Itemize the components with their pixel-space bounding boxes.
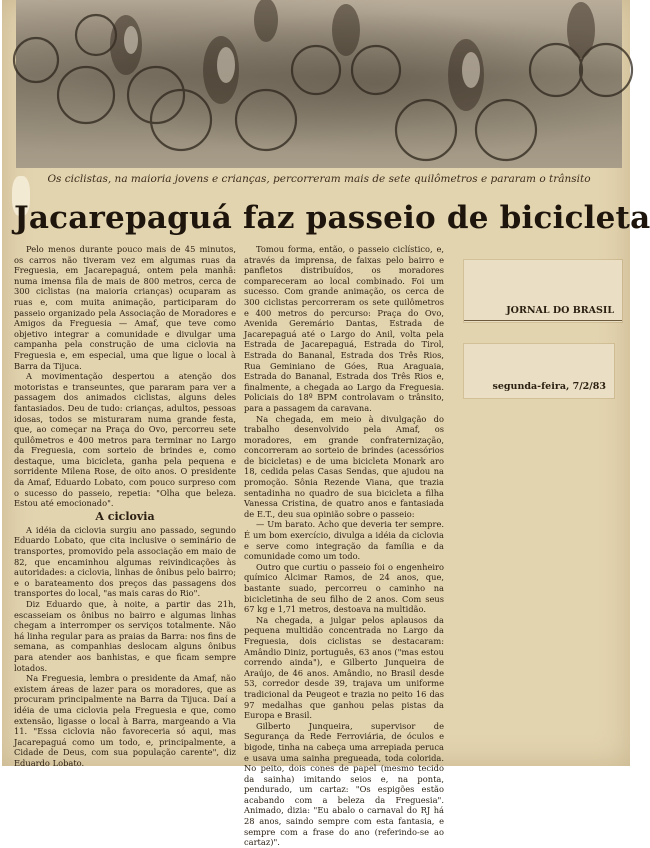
- paragraph: Gilberto Junqueira, supervisor de Segurança da Rede Ferroviária, de óculos e bigode, tinha na cabeça uma arrepiada peruca e usava uma sainha pregueada, toda colorida. No peito, dois cones de papel (mesmo tecido da sainha) imitando seios e, na ponta, pendurado, um cartaz: "Os espigões estão acabando com a beleza da Freguesia". Animado, dizia: "Eu abalo o carnaval do RJ há 28 anos, saindo sempre com esta fantasia, e sempre com a frase do ano (referindo-se ao cartaz)".: [244, 720, 444, 848]
- source-rule: [464, 320, 622, 321]
- paragraph: Tomou forma, então, o passeio ciclístico, e, através da imprensa, de faixas pelo bairro e panfletos distribuídos, os moradores compareceram ao local combinado. Foi um sucesso. Com grande animação, os cerca de 300 ciclistas percorreram os sete quilômetros e 400 metros do percurso: Praça do Ovo, Avenida Geremário Dantas, Estrada de Jacarepaguá até o Largo do Anil, volta pela Estrada de Jacarepaguá, Estrada do Tirol, Estrada do Bananal, Estrada dos Três Rios, Rua Geminiano de Góes, Rua Araguaia, Estrada do Bananal, Estrada dos Três Rios e, finalmente, a chegada ao Largo da Freguesia. Policiais do 18º BPM controlavam o trânsito, para a passagem da caravana.: [244, 244, 444, 413]
- cyclists-photo: [16, 0, 622, 168]
- paragraph: — Um barato. Acho que deveria ter sempre. É um bom exercício, divulga a idéia da ciclovia e serve como integração da família e da comunidade como um todo.: [244, 519, 444, 562]
- newspaper-clipping: [2, 0, 650, 848]
- paragraph: Outro que curtiu o passeio foi o engenheiro químico Alcimar Ramos, de 24 anos, que, bastante suado, percorreu o caminho na bicicletinha de seu filho de 2 anos. Com seus 67 kg e 1,71 metros, destoava na multidão.: [244, 561, 444, 615]
- source-label-box: [464, 260, 622, 322]
- article-column-2: [244, 244, 444, 848]
- article-column-1: [14, 244, 236, 769]
- headline: Jacarepaguá faz passeio de bicicleta: [14, 200, 650, 236]
- cyclists-illustration: [16, 0, 622, 168]
- date-label: segunda-feira, 7/2/83: [492, 381, 606, 392]
- photo-caption: Os ciclistas, na maioria jovens e crianças, percorreram mais de sete quilômetros e pararam o trânsito: [47, 173, 591, 185]
- paragraph: Na Freguesia, lembra o presidente da Amaf, não existem áreas de lazer para os moradores, que as procuram principalmente na Barra da Tijuca. Daí a idéia de uma ciclovia pela Freguesia e que, como extensão, ligasse o local à Barra, margeando a Via 11. "Essa ciclovia não favoreceria só aqui, mas Jacarepaguá como um todo, e, principalmente, a Cidade de Deus, com sua população carente", diz Eduardo Lobato.: [14, 673, 236, 768]
- paragraph: Diz Eduardo que, à noite, a partir das 21h, escasseiam os ônibus no bairro e algumas linhas chegam a interromper os serviços totalmente. Não há linha regular para as praias da Barra: nos fins de semana, as companhias deslocam alguns ônibus para atender aos banhistas, e que ficam sempre lotados.: [14, 599, 236, 673]
- date-label-box: [464, 344, 614, 398]
- subheading: A ciclovia: [95, 509, 155, 523]
- paragraph: A idéia da ciclovia surgiu ano passado, segundo Eduardo Lobato, que cita inclusive o seminário de transportes, promovido pela associação em maio de 82, que encaminhou algumas reivindicações às autoridades: a ciclovia, linhas de ônibus pelo bairro; e o barateamento dos preços das passagens dos transportes do local, "as mais caras do Rio".: [14, 524, 236, 599]
- paragraph: Na chegada, a julgar pelos aplausos da pequena multidão concentrada no Largo da Freguesia, dois ciclistas se destacaram: Amândio Diniz, português, 63 anos ("mas estou correndo ainda"), e Gilberto Junqueira de Araújo, de 46 anos. Amândio, no Brasil desde 53, corredor desde 39, trajava um uniforme tradicional da Peugeot e trazia no peito 16 das 97 medalhas que ganhou pelas pistas da Europa e Brasil.: [244, 614, 444, 721]
- source-label: JORNAL DO BRASIL: [506, 305, 614, 316]
- paragraph: Pelo menos durante pouco mais de 45 minutos, os carros não tiveram vez em algumas ruas da Freguesia, em Jacarepaguá, ontem pela manhã: numa imensa fila de mais de 800 metros, cerca de 300 ciclistas (na maioria crianças) ocuparam as ruas e, com muita animação, participaram do passeio organizado pela Associação de Moradores e Amigos da Freguesia — Amaf, que teve como objetivo integrar a comunidade e divulgar uma campanha pela construção de uma ciclovia na Freguesia e, em especial, uma que ligue o local à Barra da Tijuca.: [14, 244, 236, 371]
- paragraph: Na chegada, em meio à divulgação do trabalho desenvolvido pela Amaf, os moradores, em grande confraternização, concorreram ao sorteio de brindes (acessórios de bicicletas) e de uma bicicleta Monark aro 18, cedida pelas Casas Sendas, que ajudou na promoção. Sônia Rezende Viana, que trazia sentadinha no quadro de sua bicicleta a filha Vanessa Cristina, de quatro anos e fantasiada de E.T., deu sua opinião sobre o passeio:: [244, 413, 444, 519]
- paragraph: A movimentação despertou a atenção dos motoristas e transeuntes, que pararam para ver a passagem dos animados ciclistas, alguns deles fantasiados. Deu de tudo: crianças, adultos, pessoas idosas, todos se misturaram numa grande festa, que, ao começar na Praça do Ovo, percorreu sete quilômetros e 400 metros para terminar no Largo da Freguesia, com sorteio de brindes e, como destaque, uma bicicleta, ganha pela pequena e sorridente Milena Rose, de oito anos. O presidente da Amaf, Eduardo Lobato, com pouco surpreso com o sucesso do passeio, repetia: "Olha que beleza. Estou até emocionado".: [14, 371, 236, 509]
